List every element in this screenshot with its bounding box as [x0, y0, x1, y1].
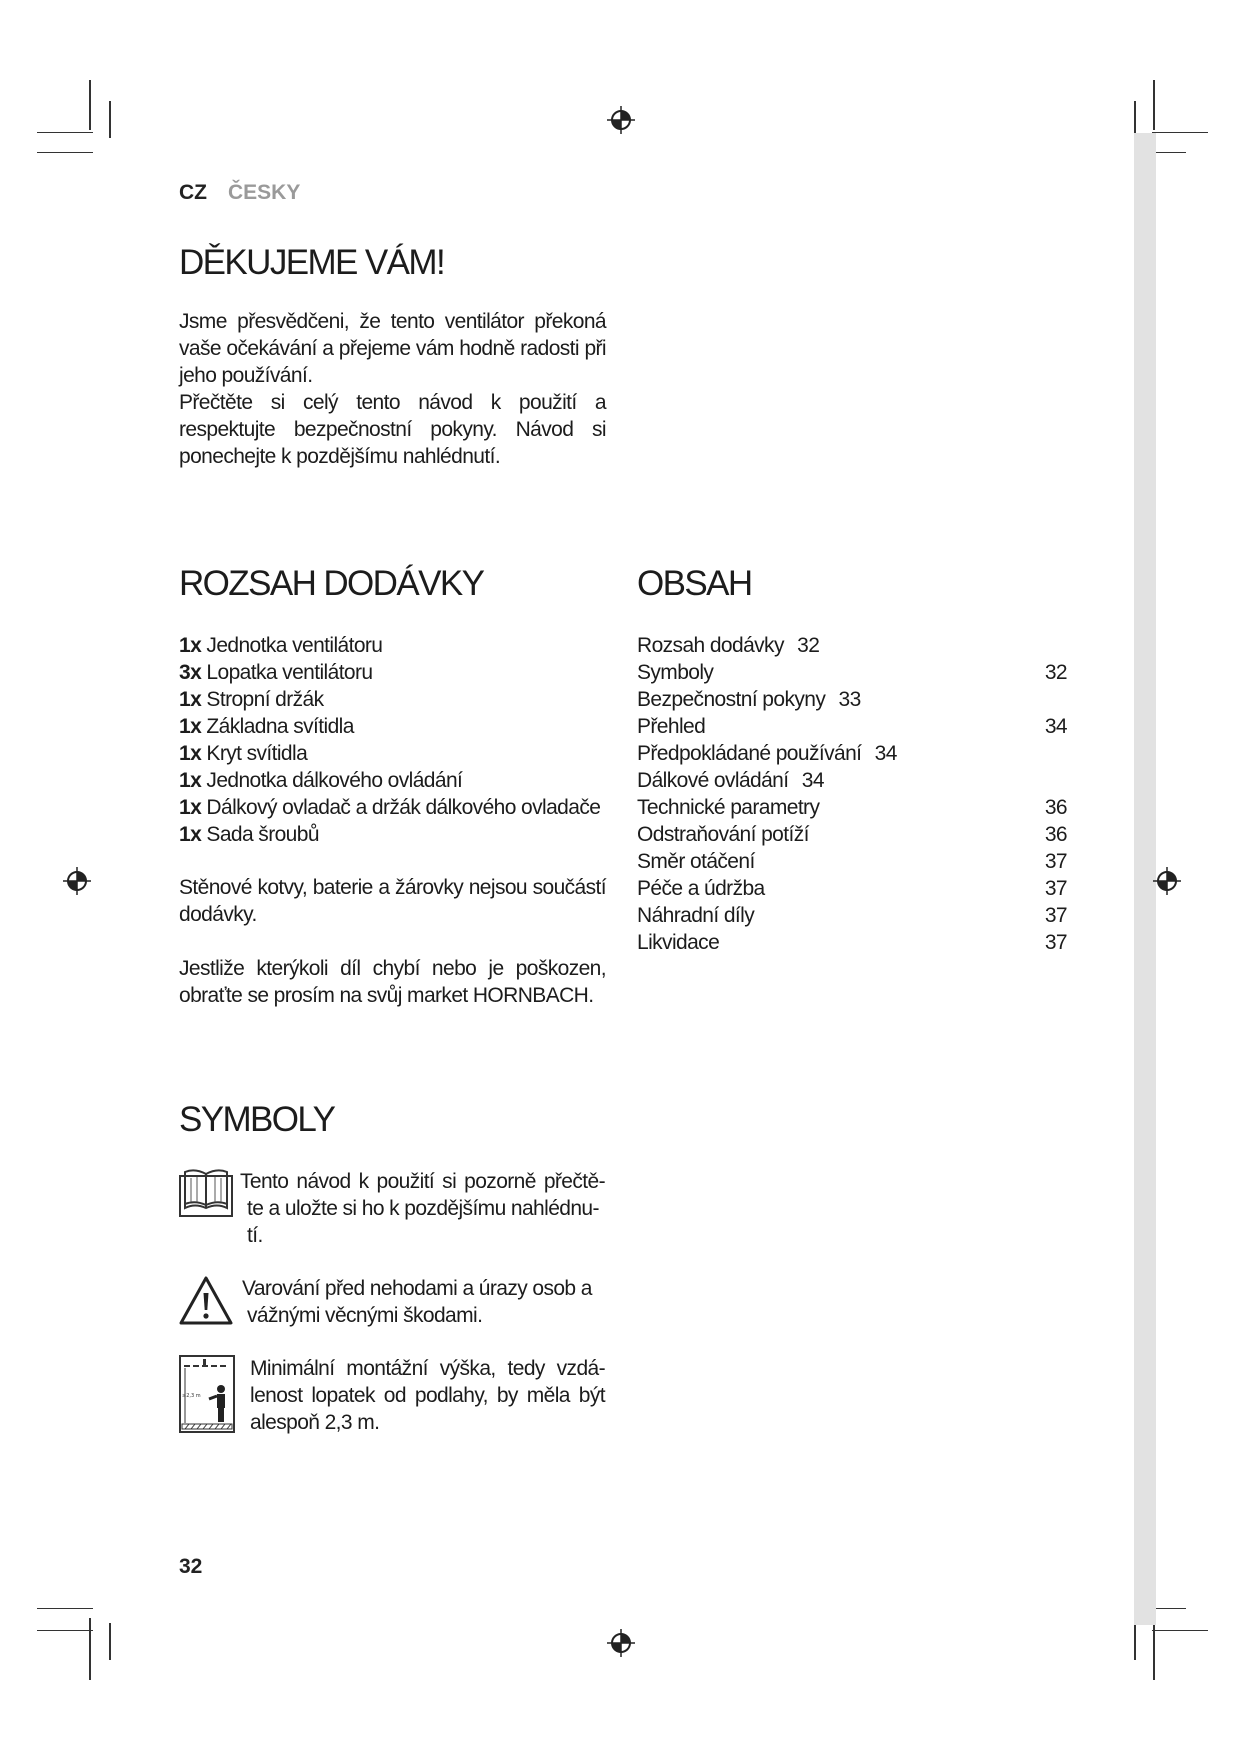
- registration-mark-icon: [1153, 867, 1181, 895]
- symbol-item-manual: [179, 1168, 609, 1252]
- registration-mark-icon: [607, 1629, 635, 1657]
- height-icon-label: ≥2,3 m: [182, 1393, 201, 1399]
- toc-entry-label: Péče a údržba: [637, 877, 765, 900]
- supply-item-qty: 1x: [179, 796, 202, 819]
- language-name: ČESKY: [228, 181, 301, 204]
- toc-entry: [637, 659, 1067, 686]
- toc-entry: [637, 929, 1067, 956]
- supply-note-2-text: Jestliže kterýkoli díl chybí nebo je poškozen, obraťte se prosím na svůj market HORNBACH.: [179, 957, 606, 1007]
- symbol-warning-line-2: vážnými věcnými škodami.: [247, 1304, 483, 1327]
- symbol-manual-line-3: tí.: [247, 1224, 263, 1247]
- supply-note-1-text: Stěnové kotvy, baterie a žárovky nejsou součástí dodávky.: [179, 876, 606, 926]
- toc-entry-page: 36: [1044, 823, 1067, 846]
- supply-item-label: Jednotka ventilátoru: [206, 634, 383, 657]
- supply-item-qty: 1x: [179, 688, 202, 711]
- supply-item-qty: 1x: [179, 634, 202, 657]
- registration-mark-icon: [607, 106, 635, 134]
- supply-item: [179, 767, 619, 794]
- supply-item: [179, 740, 619, 767]
- toc-entry-label: Směr otáčení: [637, 850, 755, 873]
- supply-item: [179, 794, 619, 821]
- supply-item-qty: 1x: [179, 823, 202, 846]
- toc-entry-page: 34: [874, 742, 897, 765]
- thanks-paragraph-2: Přečtěte si celý tento návod k použití a respektujte bezpečnostní pokyny. Návod si ponechejte k pozdějšímu nahlédnutí.: [179, 391, 606, 468]
- toc-entry-label: Rozsah dodávky: [637, 634, 784, 657]
- toc-entry: [637, 686, 1067, 713]
- supply-item-qty: 1x: [179, 742, 202, 765]
- symbol-item-warning: [179, 1275, 609, 1335]
- supply-item-label: Sada šroubů: [206, 823, 319, 846]
- toc-entry-label: Přehled: [637, 715, 706, 738]
- supply-note-2: [179, 955, 606, 1009]
- toc-entry: [637, 740, 1067, 767]
- toc-entry-label: Náhradní díly: [637, 904, 755, 927]
- toc-entry-label: Předpokládané používání: [637, 742, 862, 765]
- book-icon: [179, 1168, 233, 1218]
- supply-heading: ROZSAH DODÁVKY: [179, 564, 484, 603]
- supply-item: [179, 632, 619, 659]
- language-code: CZ: [179, 181, 207, 204]
- supply-item-qty: 1x: [179, 715, 202, 738]
- thanks-heading: DĚKUJEME VÁM!: [179, 243, 445, 282]
- contents-heading: OBSAH: [637, 564, 752, 603]
- toc-entry: [637, 875, 1067, 902]
- thanks-paragraph-1: Jsme přesvědčeni, že tento ventilátor překoná vaše očekávání a přejeme vám hodně radosti při jeho používání.: [179, 310, 606, 387]
- toc-entry-page: 32: [797, 634, 820, 657]
- supply-list: [179, 632, 619, 848]
- symbol-height-line-2: lenost lopatek od podlahy, by měla být: [250, 1384, 605, 1407]
- supply-item-label: Kryt svítidla: [206, 742, 308, 765]
- supply-item-qty: 1x: [179, 769, 202, 792]
- toc-entry-page: 34: [1044, 715, 1067, 738]
- toc-entry-page: 37: [1044, 877, 1067, 900]
- symbol-manual-line-2: te a uložte si ho k pozdějšímu nahlédnu-: [247, 1197, 599, 1220]
- symbol-height-line-1: Minimální montážní výška, tedy vzdá-: [250, 1357, 605, 1380]
- toc-entry: [637, 632, 1067, 659]
- supply-item-label: Dálkový ovladač a držák dálkového ovladače: [206, 796, 601, 819]
- contents-list: [637, 632, 1067, 956]
- supply-note-1: [179, 874, 606, 928]
- toc-entry-page: 34: [801, 769, 824, 792]
- supply-item: [179, 821, 619, 848]
- toc-entry-page: 36: [1044, 796, 1067, 819]
- symbols-heading: SYMBOLY: [179, 1100, 335, 1139]
- symbol-manual-line-1: Tento návod k použití si pozorně přečtě-: [240, 1170, 605, 1193]
- toc-entry-label: Bezpečnostní pokyny: [637, 688, 826, 711]
- supply-item: [179, 713, 619, 740]
- toc-entry-label: Symboly: [637, 661, 714, 684]
- symbol-text: [240, 1168, 605, 1249]
- toc-entry-page: 37: [1044, 850, 1067, 873]
- toc-entry: [637, 794, 1067, 821]
- toc-entry-label: Likvidace: [637, 931, 720, 954]
- supply-item: [179, 686, 619, 713]
- toc-entry-page: 37: [1044, 904, 1067, 927]
- toc-entry-label: Odstraňování potíží: [637, 823, 809, 846]
- toc-entry-page: 32: [1044, 661, 1067, 684]
- page-number: 32: [179, 1555, 203, 1578]
- toc-entry: [637, 848, 1067, 875]
- symbol-text: [242, 1275, 605, 1329]
- toc-entry: [637, 767, 1067, 794]
- toc-entry: [637, 713, 1067, 740]
- symbol-height-line-3: alespoň 2,3 m.: [250, 1411, 380, 1434]
- toc-entry: [637, 821, 1067, 848]
- registration-mark-icon: [63, 867, 91, 895]
- supply-item-label: Základna svítidla: [206, 715, 354, 738]
- thanks-text: [179, 308, 606, 470]
- toc-entry-label: Dálkové ovládání: [637, 769, 789, 792]
- supply-item-qty: 3x: [179, 661, 202, 684]
- toc-entry-page: 37: [1044, 931, 1067, 954]
- supply-item-label: Lopatka ventilátoru: [206, 661, 373, 684]
- symbol-text: [250, 1355, 605, 1436]
- toc-entry: [637, 902, 1067, 929]
- supply-item: [179, 659, 619, 686]
- supply-item-label: Jednotka dálkového ovládání: [206, 769, 463, 792]
- symbol-item-height: [179, 1355, 609, 1439]
- height-icon: [179, 1355, 235, 1433]
- warning-icon: [179, 1275, 233, 1327]
- supply-item-label: Stropní držák: [206, 688, 324, 711]
- toc-entry-label: Technické parametry: [637, 796, 820, 819]
- symbol-warning-line-1: Varování před nehodami a úrazy osob a: [242, 1277, 592, 1300]
- toc-entry-page: 33: [838, 688, 861, 711]
